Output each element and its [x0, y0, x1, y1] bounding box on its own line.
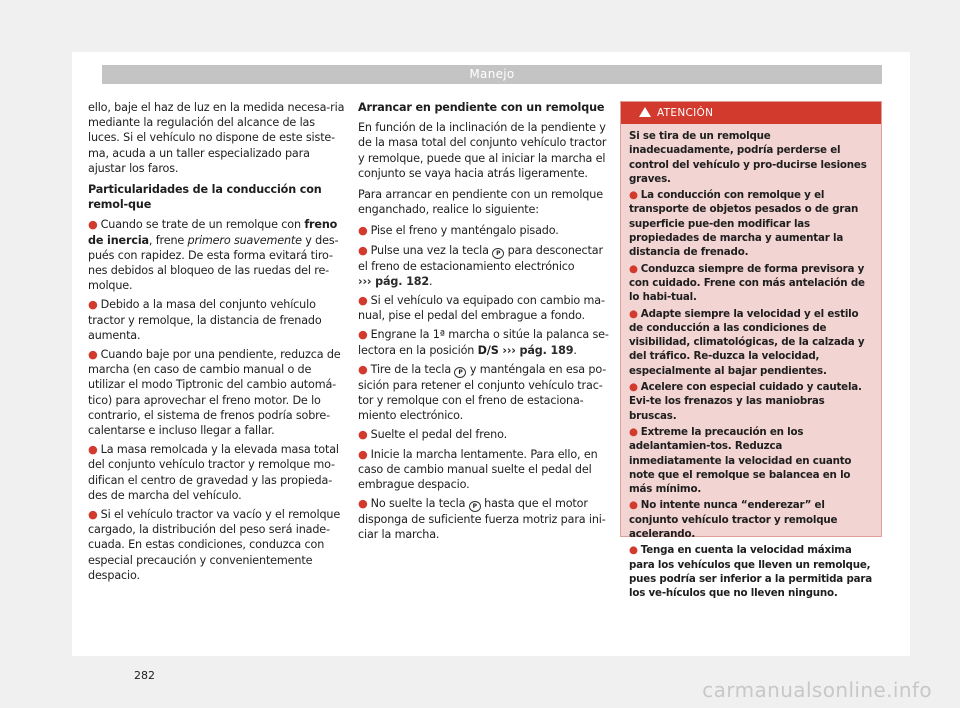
section-header: Manejo [102, 65, 882, 84]
list-item: ● Pise el freno y manténgalo pisado. [358, 224, 559, 238]
warning-box [620, 101, 882, 600]
intro-paragraph: ello, baje el haz de luz en la medida necesa-ria mediante la regulación del alcance de las luces. Si el vehículo no dispone de este siste-ma, acuda a un taller especializado para ajustar los faros. [88, 101, 345, 175]
list-item: ● Si el vehículo tractor va vacío y el remolque cargado, la distribución del peso será inade-cuada. En estas condiciones, conduzca con especial precaución y convenientemente despacio. [88, 508, 341, 582]
list-item: ● Engrane la 1ª marcha o sitúe la palanca se-lectora en la posición D/S ››› pág. 189. [358, 328, 609, 357]
bullet-dot: ● [358, 497, 368, 511]
bullet-dot: ● [629, 307, 638, 320]
list-item: ● Si el vehículo va equipado con cambio ma-nual, pise el pedal del embrague a fondo. [358, 294, 605, 323]
bullet-dot: ● [88, 298, 98, 312]
column-middle [358, 100, 616, 547]
trailer-driving-heading: Particularidades de la conducción con remol-que [88, 183, 322, 212]
bullet-dot: ● [88, 348, 98, 362]
bullet-dot: ● [358, 362, 368, 376]
bullet-dot: ● [629, 189, 638, 202]
paragraph: En función de la inclinación de la pendiente y de la masa total del conjunto vehículo tractor y remolque, puede que al iniciar la marcha el conjunto se vaya hacia atrás ligeramente. [358, 121, 607, 180]
column-left [88, 100, 346, 587]
list-item: ● Pulse una vez la tecla P para desconectar el freno de estacionamiento electrónico ››› pág. 182. [358, 243, 603, 288]
bullet-dot: ● [358, 328, 368, 342]
list-item: ● Suelte el pedal del freno. [358, 428, 508, 442]
bullet-dot: ● [358, 447, 368, 461]
hill-start-heading: Arrancar en pendiente con un remolque [358, 101, 605, 114]
paragraph: Para arrancar en pendiente con un remolque enganchado, realice lo siguiente: [358, 188, 603, 217]
bullet-dot: ● [629, 499, 638, 512]
bullet-dot: ● [629, 544, 638, 557]
list-item: ● Acelere con especial cuidado y cautela. Evi-te los frenazos y las maniobras bruscas. [629, 381, 862, 422]
page-number: 282 [134, 669, 155, 682]
bullet-dot: ● [629, 262, 638, 275]
warning-title: ATENCIÓN [657, 107, 714, 119]
list-item: ● No intente nunca “enderezar” el conjunto vehículo tractor y remolque acelerando. [629, 499, 838, 541]
parking-brake-key-icon: P [454, 367, 466, 378]
parking-brake-key-icon: P [492, 248, 504, 259]
list-item: ● La masa remolcada y la elevada masa total del conjunto vehículo tractor y remolque mo-difican el centro de gravedad y las propieda-des de marcha del vehículo. [88, 443, 339, 502]
bullet-dot: ● [358, 294, 368, 308]
list-item: ● Extreme la precaución en los adelantamien-tos. Reduzca inmediatamente la velocidad en cuanto note que el remolque se balancea en lo más mínimo. [629, 425, 852, 496]
page-reference-link[interactable]: ››› pág. 182 [358, 274, 429, 288]
warning-intro: Si se tira de un remolque inadecuadamente, podría perderse el control del vehículo y pro-ducirse lesiones graves. [629, 130, 867, 185]
bullet-dot: ● [88, 443, 98, 457]
warning-triangle-icon [639, 107, 651, 117]
bullet-dot: ● [629, 425, 638, 438]
list-item: ● Tire de la tecla P y manténgala en esa po-sición para retener el conjunto vehículo trac-tor y remolque con el freno de estaciona-miento electrónico. [358, 362, 607, 423]
bullet-dot: ● [629, 381, 638, 394]
bullet-dot: ● [88, 218, 98, 232]
list-item: ● Cuando baje por una pendiente, reduzca de marcha (en caso de cambio manual o de utilizar el modo Tiptronic del cambio automá-tico) para aprovechar el freno motor. De lo contrario, el sistema de frenos podría sobre-calentarse e incluso llegar a fallar. [88, 348, 341, 438]
watermark-text: carmanualsonline.info [702, 678, 932, 702]
warning-header [621, 102, 881, 124]
warning-body [621, 124, 881, 601]
list-item: ● Tenga en cuenta la velocidad máxima para los vehículos que lleven un remolque, pues podría ser inferior a la permitida para los ve-hículos que no lleven ninguno. [629, 544, 872, 600]
list-item: ● No suelte la tecla P hasta que el motor disponga de suficiente fuerza motriz para ini-ciar la marcha. [358, 497, 606, 542]
list-item: ● Conduzca siempre de forma previsora y con cuidado. Frene con más antelación de lo habi-tual. [629, 262, 865, 304]
parking-brake-key-icon: P [469, 501, 481, 512]
manual-page [72, 52, 910, 682]
list-item: ● Cuando se trate de un remolque con freno de inercia, frene primero suavemente y des-pués con rapidez. De esta forma evitará tiro-nes debidos al bloqueo de las ruedas del re-molque. [88, 218, 339, 293]
page-reference-link[interactable]: ››› pág. 189 [498, 343, 574, 357]
list-item: ● Inicie la marcha lentamente. Para ello, en caso de cambio manual suelte el pedal del embrague despacio. [358, 447, 598, 492]
bullet-dot: ● [358, 428, 368, 442]
list-item: ● La conducción con remolque y el transporte de objetos pesados o de gran superficie pue-den modificar las propiedades de marcha y aumentar la distancia de frenado. [629, 189, 859, 259]
bullet-dot: ● [358, 224, 368, 238]
bullet-dot: ● [88, 508, 98, 522]
list-item: ● Debido a la masa del conjunto vehículo tractor y remolque, la distancia de frenado aumenta. [88, 298, 322, 342]
bullet-dot: ● [358, 243, 368, 257]
list-item: ● Adapte siempre la velocidad y el estilo de conducción a las condiciones de visibilidad, climatológicas, de la calzada y del tráfico. Re-duzca la velocidad, especialmente al bajar pendientes. [629, 307, 865, 377]
